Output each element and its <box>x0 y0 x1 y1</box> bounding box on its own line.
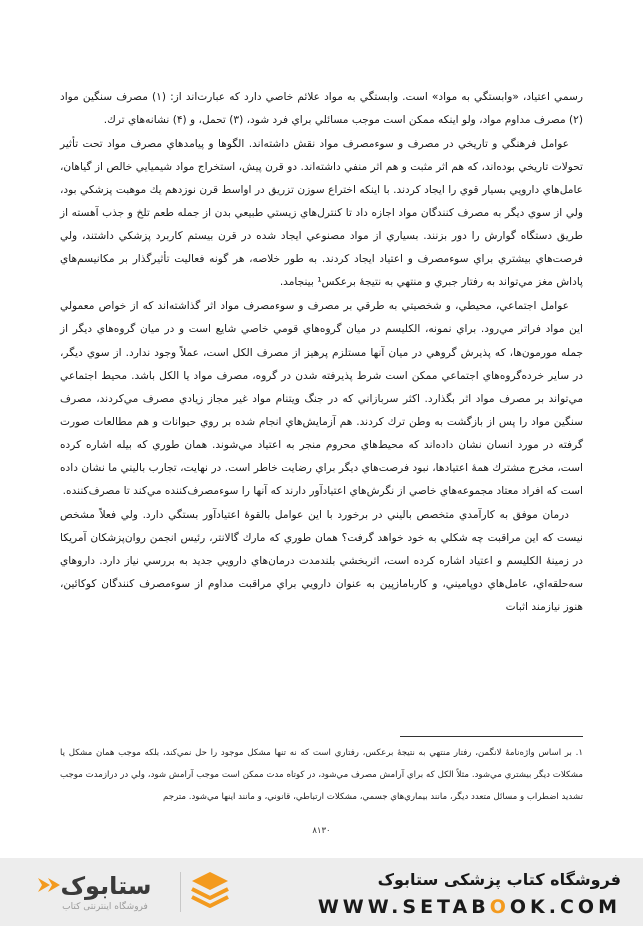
publisher-footer <box>0 858 643 926</box>
store-title: فروشگاه کتاب پزشکی ستابوک <box>377 870 621 889</box>
store-url[interactable] <box>318 896 621 918</box>
logo-subtitle: فروشگاه اینترنتی کتاب <box>62 902 148 912</box>
logo-wordmark <box>36 870 176 900</box>
footnote-divider <box>400 736 583 737</box>
page-number: ۸۱۳۰ <box>312 826 331 836</box>
paragraph: عوامل فرهنگي و تاريخي در مصرف و سوء‌مصرف مواد نقش داشته‌اند. الگوها و پيامدهاي مصرف مواد تحت تأثير تحولات تاريخي بوده‌اند، كه هم اثر مثبت و هم اثر منفي داشته‌اند. دو قرن پيش، استخراج مواد شيميايي خالص از گياهان، عامل‌هاي دارويي بسيار قوي را ايجاد كردند. با اينكه اختراع سوزن تزريق در اواسط قرن نوزدهم يك موهبت پزشكي بود، ولي از سوي ديگر به مصرف كنندگان مواد اجازه داد تا كنترل‌هاي زيستي طبيعي بدن از جمله طعم تلخ و جذب آهسته از طريق دستگاه گوارش را دور بزنند. بسياري از مواد مصنوعي ايجاد شده در قرن بيستم كاربرد پزشكي داشتند، ولي فرصت‌هاي بيشتري براي سوء‌مصرف و اعتياد ايجاد كردند. به طور خلاصه، هر گونه فعاليت تأثيرگذار بر مكانيسم‌هاي پاداش مغز مي‌تواند به رفتار جبري و منتهي به نتيجهٔ برعكس¹ بينجامد. <box>60 138 583 289</box>
paragraph: رسمي اعتياد، «وابستگي به مواد» است. وابستگي به مواد علائم خاصي دارد كه عبارت‌اند از: (۱) مصرف سنگين مواد (۲) مصرف مداوم مواد، ولو اينكه ممكن است موجب مسائلي براي فرد شود، (۳) تحمل، و (۴) نشانه‌هاي ترك. <box>60 91 583 127</box>
url-prefix: WWW.SETAB <box>317 896 490 918</box>
body-text <box>60 86 583 620</box>
logo-separator <box>180 872 181 912</box>
url-accent: O <box>489 896 510 918</box>
logo-wordmark-text: ستابوک <box>60 872 152 900</box>
paragraph: درمان موفق به كارآمدي متخصص باليني در برخورد با اين عوامل بالقوهٔ اعتيادآور بستگي دارد. ولي فعلاً مشخص نيست كه اين مراقبت چه شكلي به خود خواهد گرفت؟ همان طوري كه مارك گالانتر، رئيس انجمن روان‌پزشكان آمريكا در زمينهٔ الكليسم و اعتياد اشاره كرده است، اثربخشي بلندمدت درمان‌هاي دارويي جديد به بررسي نياز دارد. داروهاي سه‌حلقه‌اي، عامل‌هاي دوپاميني، و كاربامازپين به عنوان دارويي براي مراقبت مداوم از سوء‌مصرف كنندگان كوكائين، هنوز نيازمند اثبات <box>60 508 583 614</box>
url-suffix: OK.COM <box>509 896 621 918</box>
footnote: ۱. بر اساس واژه‌نامهٔ لانگمن، رفتار منتهي به نتيجهٔ برعكس، رفتاري است كه نه تنها مشكل موجود را حل نمي‌كند، بلكه موجب همان مشكل يا مشكلات ديگر بيشتري مي‌شود. مثلاً الكل كه براي آرامش مصرف مي‌شود، در كوتاه مدت ممكن است موجب آرامش شود، ولي در درازمدت موجب تشديد اضطراب و مسائل متعدد ديگر، مانند بيماري‌هاي جسمي، مشكلات ارتباطي، قانوني، و مانند اينها مي‌شود. مترجم <box>60 748 583 802</box>
paragraph: عوامل اجتماعي، محيطي، و شخصيتي به طرقي بر مصرف و سوء‌مصرف مواد اثر گذاشته‌اند كه از خواص معمولي اين مواد فراتر مي‌رود. براي نمونه، الكليسم در ميان گروه‌هاي قومي خاصي شايع است و در ميان گروه‌هاي ديگر از جمله مورمون‌ها، كه پذيرش گروهي در ميان آنها مستلزم پرهيز از مصرف الكل است، عملاً وجود ندارد. از سوي ديگر، در ساير خرده‌گروه‌هاي اجتماعي ممكن است شرط پذيرفته شدن در گروه، مصرف مواد يا الكل باشد. محيط اجتماعي مي‌تواند بر مصرف مواد اثر بگذارد. اكثر سربازاني كه در جنگ ويتنام مواد غير مجاز زيادي مصرف مي‌كردند، مصرف سنگين مواد را پس از بازگشت به وطن ترك كردند. هم آزمايش‌هاي انجام شده بر روي حيوانات و هم مطالعات صورت گرفته در مورد انسان نشان داده‌اند كه محيط‌هاي محروم منجر به اعتياد مي‌شوند. همان طوري كه بيله اشاره كرده است، مخرج مشترك همهٔ اعتيادها، نبود فرصت‌هاي ديگر براي رضايت خاطر است. در نهايت، تجارب باليني ما نشان داده است كه افراد معتاد مجموعه‌هاي خاصي از نگرش‌هاي اعتيادآور دارند كه آنها را سوء‌مصرف‌كننده مي‌كند تا مصرف‌كننده. <box>60 300 583 497</box>
book-stack-logo-icon <box>190 870 230 914</box>
